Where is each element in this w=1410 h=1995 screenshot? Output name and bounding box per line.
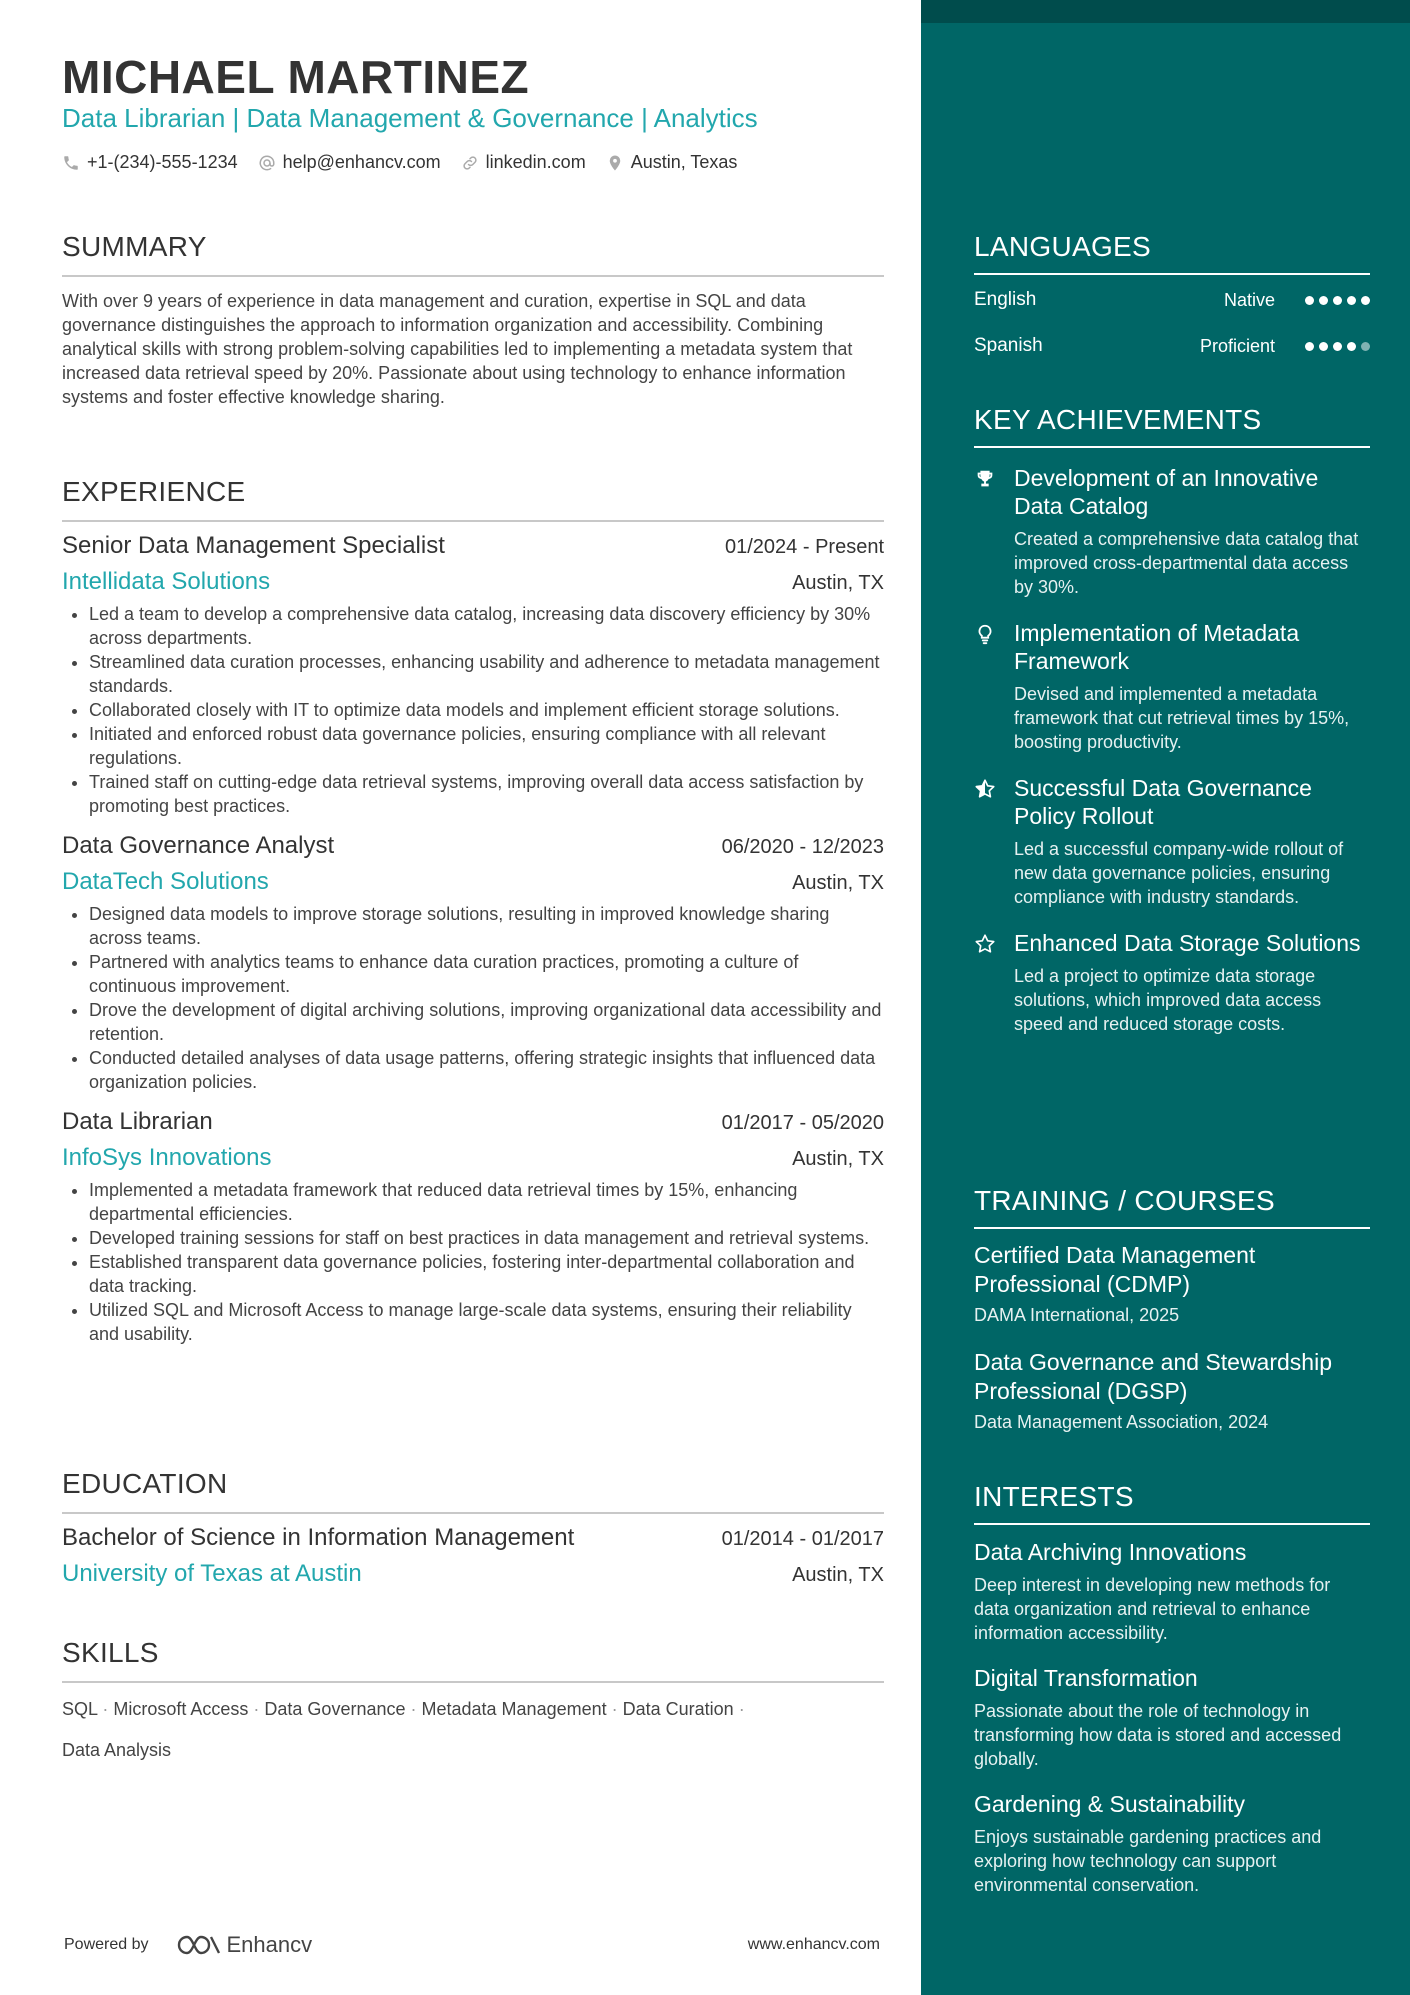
achievement-desc: Led a project to optimize data storage solutions, which improved data access speed and reduced storage costs.	[1014, 966, 1322, 1034]
job-bullets	[62, 602, 884, 818]
achievement-desc: Led a successful company-wide rollout of new data governance policies, ensuring compliance with industry standards.	[1014, 839, 1344, 907]
location-text: Austin, Texas	[630, 152, 738, 172]
job-bullet: • Utilized SQL and Microsoft Access to manage large-scale data systems, ensuring their reliability and usability.	[89, 1298, 884, 1346]
training-heading: TRAINING / COURSES	[974, 1185, 1370, 1229]
achievement-title: Successful Data Governance Policy Rollout	[1014, 775, 1312, 829]
experience-section	[62, 476, 884, 1346]
job-title: Senior Data Management Specialist	[62, 532, 445, 559]
contact-email[interactable]	[258, 152, 441, 173]
job-bullet: • Led a team to develop a comprehensive data catalog, increasing data discovery efficiency by 30% across departments.	[89, 602, 884, 650]
star-half-icon	[974, 774, 996, 909]
interest-title: Digital Transformation	[974, 1665, 1198, 1691]
job-company: DataTech Solutions	[62, 868, 269, 895]
course-title: Certified Data Management Professional (CDMP)	[974, 1242, 1256, 1297]
rating-dot-filled	[1305, 296, 1314, 305]
achievement-desc: Created a comprehensive data catalog that improved cross-departmental data access by 30%.	[1014, 529, 1359, 597]
contact-phone	[62, 152, 238, 173]
rating-dot-filled	[1361, 296, 1370, 305]
job-company: Intellidata Solutions	[62, 568, 271, 595]
skill-item: Data Governance	[264, 1699, 406, 1719]
interest-title: Data Archiving Innovations	[974, 1539, 1247, 1565]
rating-dot-filled	[1333, 342, 1342, 351]
job-company: InfoSys Innovations	[62, 1144, 272, 1171]
summary-text: With over 9 years of experience in data management and curation, expertise in SQL and data governance distinguishes the approach to information organization and accessibility. Combining analytical skills with strong problem-solving capabilities led to implementing a metadata system that increased data retrieval speed by 20%. Passionate about using technology to enhance information systems and foster effective knowledge sharing.	[62, 291, 853, 407]
skills-section	[62, 1637, 884, 1771]
achievement-body	[1014, 774, 1370, 909]
job-title: Data Librarian	[62, 1108, 213, 1135]
job-bullet: • Partnered with analytics teams to enhance data curation practices, promoting a culture of continuous improvement.	[89, 950, 884, 998]
rating-dot-filled	[1347, 342, 1356, 351]
job-location: Austin, TX	[792, 572, 884, 594]
enhancv-logo-icon	[175, 1933, 221, 1957]
location-pin-icon	[606, 154, 624, 172]
skill-item: SQL	[62, 1699, 98, 1719]
training-section	[974, 1185, 1370, 1433]
job-bullets	[62, 1178, 884, 1346]
job-bullet: • Designed data models to improve storage solutions, resulting in improved knowledge sharing across teams.	[89, 902, 884, 950]
job-date: 06/2020 - 12/2023	[721, 836, 884, 858]
trophy-icon	[974, 464, 996, 599]
job-bullet: • Conducted detailed analyses of data usage patterns, offering strategic insights that influenced data organization policies.	[89, 1046, 884, 1094]
sidebar	[921, 0, 1410, 1995]
language-name: English	[974, 289, 1037, 310]
interest-title: Gardening & Sustainability	[974, 1791, 1246, 1817]
job-header	[62, 532, 884, 560]
linkedin-text[interactable]: linkedin.com	[485, 152, 586, 172]
job-bullets	[62, 902, 884, 1094]
job-title: Data Governance Analyst	[62, 832, 335, 859]
skill-item: Data Analysis	[62, 1740, 172, 1760]
language-level: Proficient	[1199, 335, 1275, 356]
rating-dot-empty	[1361, 342, 1370, 351]
language-row	[974, 323, 1370, 369]
interest-desc: Passionate about the role of technology in transforming how data is stored and accessed globally.	[974, 1701, 1342, 1769]
achievement-title: Implementation of Metadata Framework	[1014, 620, 1300, 674]
achievement-body	[1014, 619, 1370, 754]
contact-location	[606, 152, 738, 173]
language-row	[974, 277, 1370, 323]
lightbulb-icon	[974, 619, 996, 754]
enhancv-brand: Enhancv	[226, 1932, 313, 1957]
achievement-item	[974, 774, 1370, 909]
contact-linkedin[interactable]	[461, 152, 586, 173]
achievements-section	[974, 404, 1370, 1036]
job-bullet: • Trained staff on cutting-edge data retrieval systems, improving overall data access satisfaction by promoting best practices.	[89, 770, 884, 818]
phone-text: +1-(234)-555-1234	[87, 152, 238, 172]
achievement-body	[1014, 929, 1370, 1036]
job-bullet: • Established transparent data governance policies, fostering inter-departmental collaboration and data tracking.	[89, 1250, 884, 1298]
achievement-body	[1014, 464, 1370, 599]
interest-desc: Enjoys sustainable gardening practices and exploring how technology can support environmental conservation.	[974, 1827, 1322, 1895]
skill-item: Data Curation	[622, 1699, 734, 1719]
achievement-title: Development of an Innovative Data Catalog	[1014, 465, 1319, 519]
contact-bar	[62, 152, 737, 173]
job-date: 01/2024 - Present	[725, 536, 884, 558]
footer-url[interactable]: www.enhancv.com	[747, 1936, 880, 1953]
rating-dot-filled	[1333, 296, 1342, 305]
job-header	[62, 1108, 884, 1136]
skills-heading: SKILLS	[62, 1637, 884, 1683]
summary-section	[62, 231, 884, 409]
job-entry	[62, 832, 884, 1094]
languages-section	[974, 231, 1370, 369]
powered-by	[64, 1932, 312, 1958]
job-bullet: • Developed training sessions for staff on best practices in data management and retrieval systems.	[89, 1226, 884, 1250]
job-subheader	[62, 568, 884, 596]
school-location: Austin, TX	[792, 1564, 884, 1586]
job-subheader	[62, 1144, 884, 1172]
powered-by-label: Powered by	[64, 1936, 149, 1953]
achievement-title: Enhanced Data Storage Solutions	[1014, 930, 1361, 956]
sidebar-top-band	[921, 0, 1410, 23]
at-sign-icon	[258, 154, 276, 172]
enhancv-logo[interactable]	[175, 1932, 313, 1958]
education-date: 01/2014 - 01/2017	[721, 1528, 884, 1550]
job-entry	[62, 532, 884, 818]
job-location: Austin, TX	[792, 1148, 884, 1170]
rating-dot-filled	[1305, 342, 1314, 351]
course-title: Data Governance and Stewardship Professional (DGSP)	[974, 1349, 1332, 1404]
course-org: Data Management Association, 2024	[974, 1412, 1269, 1432]
star-outline-icon	[974, 929, 996, 1036]
language-name: Spanish	[974, 335, 1043, 356]
language-rating	[1305, 296, 1370, 305]
education-header	[62, 1524, 884, 1552]
education-heading: EDUCATION	[62, 1468, 884, 1514]
summary-heading: SUMMARY	[62, 231, 884, 277]
experience-heading: EXPERIENCE	[62, 476, 884, 522]
course-item	[974, 1241, 1370, 1326]
language-rating	[1305, 342, 1370, 351]
education-section	[62, 1468, 884, 1588]
interests-heading: INTERESTS	[974, 1481, 1370, 1525]
job-bullet: • Collaborated closely with IT to optimize data models and implement efficient storage solutions.	[89, 698, 884, 722]
course-item	[974, 1348, 1370, 1433]
skills-list: SQL · Microsoft Access · Data Governance · Metadata Management · Data Curation · Data Analysis	[62, 1699, 745, 1760]
candidate-headline: Data Librarian | Data Management & Governance | Analytics	[62, 103, 758, 133]
education-subheader	[62, 1560, 884, 1588]
skill-item: Microsoft Access	[113, 1699, 249, 1719]
interest-item	[974, 1539, 1370, 1645]
language-level: Native	[1223, 289, 1275, 310]
candidate-name: MICHAEL MARTINEZ	[62, 51, 530, 103]
job-header	[62, 832, 884, 860]
job-bullet: • Initiated and enforced robust data governance policies, ensuring compliance with all relevant regulations.	[89, 722, 884, 770]
email-text[interactable]: help@enhancv.com	[282, 152, 441, 172]
link-icon	[461, 154, 479, 172]
school-name: University of Texas at Austin	[62, 1560, 362, 1587]
achievement-item	[974, 464, 1370, 599]
interest-desc: Deep interest in developing new methods for data organization and retrieval to enhance information accessibility.	[974, 1575, 1331, 1643]
job-bullet: • Drove the development of digital archiving solutions, improving organizational data accessibility and retention.	[89, 998, 884, 1046]
job-bullet: • Implemented a metadata framework that reduced data retrieval times by 15%, enhancing departmental efficiencies.	[89, 1178, 884, 1226]
skill-item: Metadata Management	[421, 1699, 607, 1719]
achievement-item	[974, 619, 1370, 754]
interests-section	[974, 1481, 1370, 1897]
footer	[64, 1932, 880, 1958]
interest-item	[974, 1665, 1370, 1771]
degree-title: Bachelor of Science in Information Management	[62, 1524, 575, 1551]
course-org: DAMA International, 2025	[974, 1305, 1180, 1325]
languages-heading: LANGUAGES	[974, 231, 1370, 275]
rating-dot-filled	[1319, 342, 1328, 351]
achievement-desc: Devised and implemented a metadata framework that cut retrieval times by 15%, boosting productivity.	[1014, 684, 1350, 752]
interest-item	[974, 1791, 1370, 1897]
job-date: 01/2017 - 05/2020	[721, 1112, 884, 1134]
phone-icon	[62, 154, 80, 172]
rating-dot-filled	[1347, 296, 1356, 305]
job-bullet: • Streamlined data curation processes, enhancing usability and adherence to metadata management standards.	[89, 650, 884, 698]
achievements-heading: KEY ACHIEVEMENTS	[974, 404, 1370, 448]
rating-dot-filled	[1319, 296, 1328, 305]
job-subheader	[62, 868, 884, 896]
achievement-item	[974, 929, 1370, 1036]
job-location: Austin, TX	[792, 872, 884, 894]
job-entry	[62, 1108, 884, 1346]
education-entry	[62, 1524, 884, 1588]
